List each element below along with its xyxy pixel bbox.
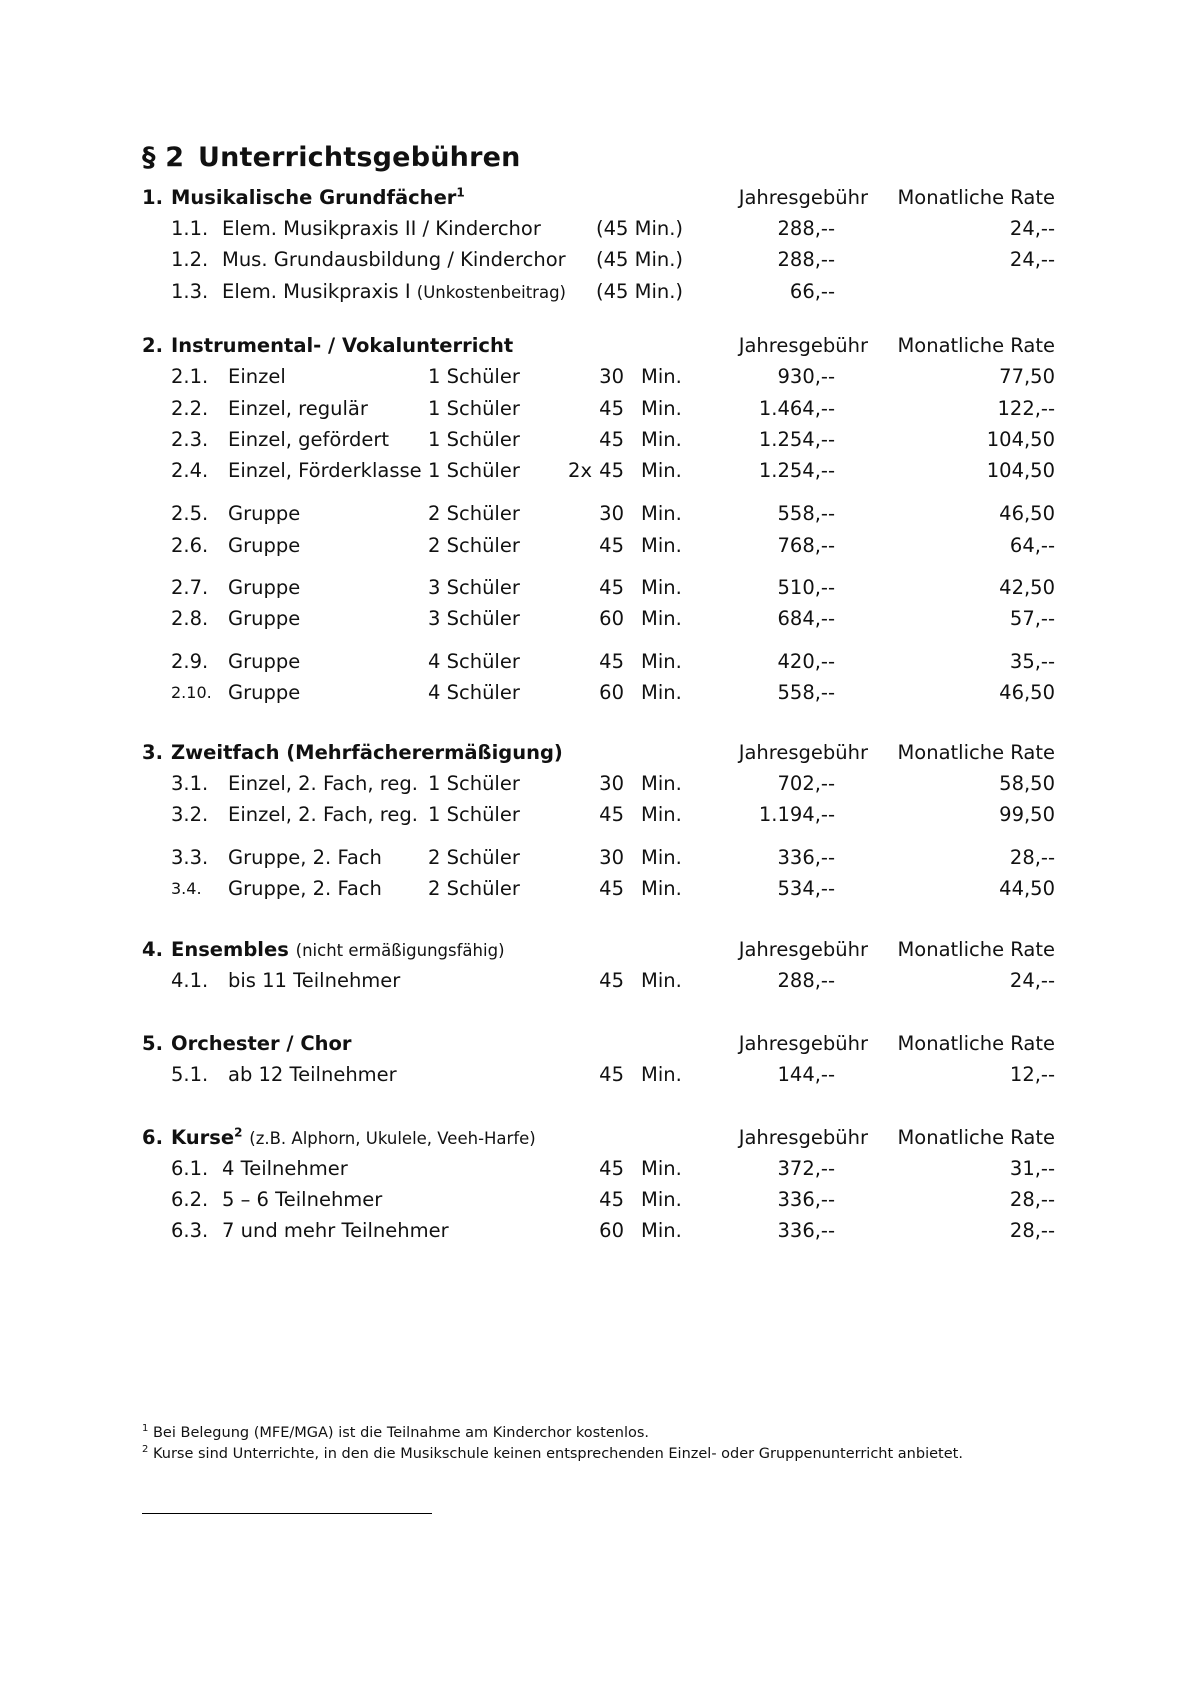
row-number: 2.1.	[171, 365, 209, 388]
section-heading	[0, 935, 1190, 965]
table-row	[0, 499, 1190, 529]
row-yearly-fee: 1.254,--	[758, 428, 835, 451]
row-description: Gruppe, 2. Fach	[228, 846, 382, 869]
table-row	[0, 245, 1190, 275]
row-description: Gruppe	[228, 576, 301, 599]
row-monthly-rate: 104,50	[986, 428, 1055, 451]
row-description: Einzel, gefördert	[228, 428, 390, 451]
row-duration: 30	[599, 365, 624, 388]
section-title-text: Musikalische Grundfächer	[171, 186, 457, 209]
monthly-header: Monatliche Rate	[897, 741, 1055, 764]
section-heading	[0, 1123, 1190, 1153]
section-heading	[0, 331, 1190, 361]
row-pupils: 1 Schüler	[428, 803, 520, 826]
table-row	[0, 769, 1190, 799]
row-pupils: 2 Schüler	[428, 502, 520, 525]
row-number: 2.3.	[171, 428, 209, 451]
footnote	[142, 1420, 649, 1442]
row-number: 2.7.	[171, 576, 209, 599]
row-yearly-fee: 420,--	[777, 650, 835, 673]
row-number: 3.4.	[171, 879, 202, 898]
row-yearly-fee: 1.194,--	[758, 803, 835, 826]
table-row	[0, 604, 1190, 634]
row-duration-unit: Min.	[641, 650, 682, 673]
row-duration: 45	[599, 803, 624, 826]
row-yearly-fee: 288,--	[777, 248, 835, 271]
row-duration-unit: Min.	[641, 365, 682, 388]
row-duration-unit: Min.	[641, 846, 682, 869]
row-yearly-fee: 372,--	[777, 1157, 835, 1180]
row-description: Gruppe	[228, 681, 301, 704]
table-row	[0, 573, 1190, 603]
row-duration-unit: Min.	[641, 397, 682, 420]
row-yearly-fee: 684,--	[777, 607, 835, 630]
row-monthly-rate: 28,--	[1009, 1188, 1055, 1211]
table-row	[0, 647, 1190, 677]
row-yearly-fee: 558,--	[777, 681, 835, 704]
row-description: Gruppe	[228, 502, 301, 525]
row-number: 6.2.	[171, 1188, 209, 1211]
row-duration: 30	[599, 772, 624, 795]
row-pupils: 4 Schüler	[428, 681, 520, 704]
row-duration: 45	[599, 576, 624, 599]
row-duration: 45	[599, 459, 624, 482]
section-title	[171, 183, 465, 213]
yearly-header: Jahresgebühr	[738, 741, 868, 764]
row-number: 2.8.	[171, 607, 209, 630]
row-yearly-fee: 510,--	[777, 576, 835, 599]
row-number: 6.3.	[171, 1219, 209, 1242]
row-number: 3.1.	[171, 772, 209, 795]
row-pupils: 1 Schüler	[428, 365, 520, 388]
row-number: 2.9.	[171, 650, 209, 673]
row-monthly-rate: 24,--	[1009, 248, 1055, 271]
row-monthly-rate: 46,50	[999, 502, 1055, 525]
table-row	[0, 277, 1190, 307]
row-pupils: 1 Schüler	[428, 397, 520, 420]
footnote-ref: 1	[456, 185, 465, 200]
row-yearly-fee: 558,--	[777, 502, 835, 525]
row-yearly-fee: 336,--	[777, 1219, 835, 1242]
row-number: 2.2.	[171, 397, 209, 420]
row-description: 7 und mehr Teilnehmer	[222, 1219, 449, 1242]
table-row	[0, 362, 1190, 392]
row-yearly-fee: 534,--	[777, 877, 835, 900]
section-note: (z.B. Alphorn, Ukulele, Veeh-Harfe)	[249, 1129, 536, 1148]
row-monthly-rate: 24,--	[1009, 969, 1055, 992]
row-description: Gruppe	[228, 607, 301, 630]
row-pupils: 2 Schüler	[428, 846, 520, 869]
row-pupils: 3 Schüler	[428, 607, 520, 630]
row-description-text: Elem. Musikpraxis I	[222, 280, 411, 303]
row-monthly-rate: 64,--	[1009, 534, 1055, 557]
row-monthly-rate: 24,--	[1009, 217, 1055, 240]
row-yearly-fee: 288,--	[777, 217, 835, 240]
section-heading	[0, 183, 1190, 213]
footnote-ref: 2	[234, 1125, 243, 1140]
row-description: Einzel, 2. Fach, reg.	[228, 803, 418, 826]
row-description: Mus. Grundausbildung / Kinderchor	[222, 248, 566, 271]
row-yearly-fee: 930,--	[777, 365, 835, 388]
row-yearly-fee: 144,--	[777, 1063, 835, 1086]
yearly-header: Jahresgebühr	[738, 1126, 868, 1149]
row-yearly-fee: 768,--	[777, 534, 835, 557]
table-row	[0, 874, 1190, 904]
row-duration-unit: Min.	[641, 681, 682, 704]
yearly-header: Jahresgebühr	[738, 186, 868, 209]
row-duration: 60	[599, 681, 624, 704]
row-monthly-rate: 99,50	[999, 803, 1055, 826]
section-number: 4.	[142, 938, 163, 961]
table-row	[0, 1060, 1190, 1090]
table-row	[0, 678, 1190, 708]
row-duration: 30	[599, 502, 624, 525]
footnote-mark: 2	[142, 1444, 149, 1455]
row-description: Gruppe	[228, 650, 301, 673]
row-duration-unit: Min.	[641, 576, 682, 599]
section-title: Instrumental- / Vokalunterricht	[171, 334, 514, 357]
row-duration: 45	[599, 969, 624, 992]
row-duration: 30	[599, 846, 624, 869]
table-row	[0, 456, 1190, 486]
row-number: 1.1.	[171, 217, 209, 240]
row-description: Elem. Musikpraxis II / Kinderchor	[222, 217, 541, 240]
row-duration: (45 Min.)	[596, 217, 684, 240]
row-duration-unit: Min.	[641, 772, 682, 795]
row-number: 1.3.	[171, 280, 209, 303]
row-number: 2.5.	[171, 502, 209, 525]
row-duration: 60	[599, 607, 624, 630]
table-row	[0, 1154, 1190, 1184]
footnote-mark: 1	[142, 1423, 149, 1434]
monthly-header: Monatliche Rate	[897, 938, 1055, 961]
row-duration: 45	[599, 650, 624, 673]
section-number: 5.	[142, 1032, 163, 1055]
table-row	[0, 425, 1190, 455]
row-duration-unit: Min.	[641, 1063, 682, 1086]
yearly-header: Jahresgebühr	[738, 334, 868, 357]
yearly-header: Jahresgebühr	[738, 1032, 868, 1055]
row-description: Gruppe	[228, 534, 301, 557]
row-pupils: 4 Schüler	[428, 650, 520, 673]
footnote-divider	[142, 1513, 432, 1514]
row-monthly-rate: 77,50	[999, 365, 1055, 388]
row-description: Einzel, 2. Fach, reg.	[228, 772, 418, 795]
section-number: 2.	[142, 334, 163, 357]
row-monthly-rate: 104,50	[986, 459, 1055, 482]
monthly-header: Monatliche Rate	[897, 186, 1055, 209]
table-row	[0, 394, 1190, 424]
section-note: (nicht ermäßigungsfähig)	[295, 941, 505, 960]
table-row	[0, 843, 1190, 873]
page-title	[142, 142, 521, 173]
section-title	[171, 1123, 536, 1154]
row-pupils: 1 Schüler	[428, 772, 520, 795]
row-duration: 60	[599, 1219, 624, 1242]
row-pupils: 2 Schüler	[428, 877, 520, 900]
row-number: 5.1.	[171, 1063, 209, 1086]
row-description: ab 12 Teilnehmer	[228, 1063, 397, 1086]
row-description: 4 Teilnehmer	[222, 1157, 348, 1180]
section-title: Zweitfach (Mehrfächerermäßigung)	[171, 741, 563, 764]
row-duration-unit: Min.	[641, 1219, 682, 1242]
row-description	[222, 277, 566, 308]
row-yearly-fee: 1.254,--	[758, 459, 835, 482]
row-duration-unit: Min.	[641, 1157, 682, 1180]
section-number: 6.	[142, 1126, 163, 1149]
table-row	[0, 1216, 1190, 1246]
row-duration: 45	[599, 428, 624, 451]
footnote-text: Kurse sind Unterrichte, in den die Musikschule keinen entsprechenden Einzel- oder Gruppenunterricht anbietet.	[152, 1445, 963, 1462]
row-monthly-rate: 35,--	[1009, 650, 1055, 673]
row-duration: 45	[599, 534, 624, 557]
title-text: Unterrichtsgebühren	[198, 142, 521, 173]
row-description: bis 11 Teilnehmer	[228, 969, 401, 992]
row-monthly-rate: 46,50	[999, 681, 1055, 704]
row-duration: (45 Min.)	[596, 280, 684, 303]
yearly-header: Jahresgebühr	[738, 938, 868, 961]
row-description: 5 – 6 Teilnehmer	[222, 1188, 383, 1211]
table-row	[0, 966, 1190, 996]
row-description: Gruppe, 2. Fach	[228, 877, 382, 900]
section-number: 3.	[142, 741, 163, 764]
table-row	[0, 531, 1190, 561]
row-yearly-fee: 1.464,--	[758, 397, 835, 420]
row-description: Einzel, regulär	[228, 397, 368, 420]
row-number: 3.2.	[171, 803, 209, 826]
paragraph-sign: § 2	[142, 142, 185, 173]
row-yearly-fee: 66,--	[789, 280, 835, 303]
row-pupils: 1 Schüler	[428, 459, 520, 482]
row-number: 2.10.	[171, 683, 212, 702]
row-number: 2.6.	[171, 534, 209, 557]
row-number: 2.4.	[171, 459, 209, 482]
row-number: 4.1.	[171, 969, 209, 992]
row-yearly-fee: 288,--	[777, 969, 835, 992]
row-duration: 45	[599, 397, 624, 420]
section-title-text: Kurse	[171, 1126, 235, 1149]
row-duration-unit: Min.	[641, 459, 682, 482]
table-row	[0, 1185, 1190, 1215]
row-duration-unit: Min.	[641, 803, 682, 826]
row-duration-unit: Min.	[641, 607, 682, 630]
row-description: Einzel, Förderklasse	[228, 459, 422, 482]
row-duration: 45	[599, 1063, 624, 1086]
row-duration-unit: Min.	[641, 428, 682, 451]
row-monthly-rate: 42,50	[999, 576, 1055, 599]
row-duration-unit: Min.	[641, 534, 682, 557]
section-title: Orchester / Chor	[171, 1032, 352, 1055]
table-row	[0, 800, 1190, 830]
row-duration: 45	[599, 1188, 624, 1211]
row-pupils: 2 Schüler	[428, 534, 520, 557]
table-row	[0, 214, 1190, 244]
row-monthly-rate: 28,--	[1009, 1219, 1055, 1242]
section-title-text: Ensembles	[171, 938, 289, 961]
monthly-header: Monatliche Rate	[897, 1126, 1055, 1149]
row-monthly-rate: 57,--	[1009, 607, 1055, 630]
footnote	[142, 1441, 963, 1463]
row-duration: 45	[599, 1157, 624, 1180]
row-yearly-fee: 702,--	[777, 772, 835, 795]
row-monthly-rate: 31,--	[1009, 1157, 1055, 1180]
row-monthly-rate: 44,50	[999, 877, 1055, 900]
row-monthly-rate: 58,50	[999, 772, 1055, 795]
row-monthly-rate: 122,--	[997, 397, 1055, 420]
row-duration-unit: Min.	[641, 877, 682, 900]
row-duration-unit: Min.	[641, 502, 682, 525]
row-yearly-fee: 336,--	[777, 846, 835, 869]
section-heading	[0, 1029, 1190, 1059]
row-duration: (45 Min.)	[596, 248, 684, 271]
footnote-text: Bei Belegung (MFE/MGA) ist die Teilnahme am Kinderchor kostenlos.	[152, 1424, 650, 1441]
section-number: 1.	[142, 186, 163, 209]
row-number: 3.3.	[171, 846, 209, 869]
row-description: Einzel	[228, 365, 286, 388]
section-heading	[0, 738, 1190, 768]
row-duration-unit: Min.	[641, 1188, 682, 1211]
row-pupils: 1 Schüler	[428, 428, 520, 451]
row-monthly-rate: 28,--	[1009, 846, 1055, 869]
row-yearly-fee: 336,--	[777, 1188, 835, 1211]
monthly-header: Monatliche Rate	[897, 334, 1055, 357]
monthly-header: Monatliche Rate	[897, 1032, 1055, 1055]
section-title	[171, 935, 505, 966]
row-pupils: 3 Schüler	[428, 576, 520, 599]
row-monthly-rate: 12,--	[1009, 1063, 1055, 1086]
row-duration: 45	[599, 877, 624, 900]
row-duration-unit: Min.	[641, 969, 682, 992]
row-number: 6.1.	[171, 1157, 209, 1180]
row-description-note: (Unkostenbeitrag)	[416, 283, 566, 302]
row-number: 1.2.	[171, 248, 209, 271]
row-multiplier: 2x	[568, 459, 592, 482]
